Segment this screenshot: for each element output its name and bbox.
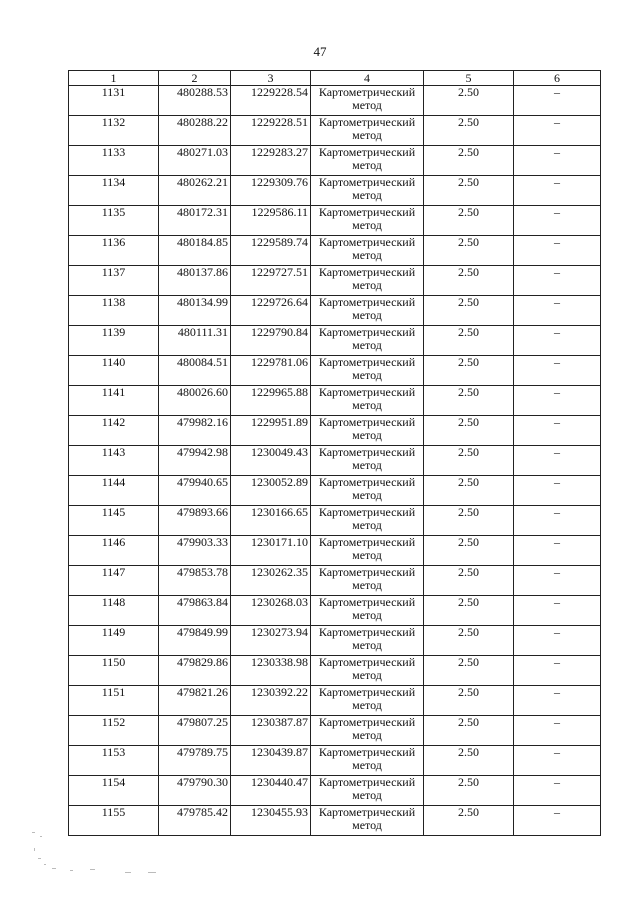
y-coordinate: 1229790.84	[231, 326, 311, 356]
method-cell	[311, 86, 424, 116]
accuracy: 2.50	[424, 776, 514, 806]
note-dash: –	[514, 296, 601, 326]
point-number: 1135	[69, 206, 159, 236]
x-coordinate: 480184.85	[159, 236, 231, 266]
x-coordinate: 480172.31	[159, 206, 231, 236]
method-cell	[311, 476, 424, 506]
method-cell	[311, 806, 424, 836]
column-header: 5	[424, 71, 514, 86]
method-cell	[311, 236, 424, 266]
method-cell	[311, 686, 424, 716]
point-number: 1146	[69, 536, 159, 566]
accuracy: 2.50	[424, 626, 514, 656]
note-dash: –	[514, 326, 601, 356]
method-cell	[311, 776, 424, 806]
note-dash: –	[514, 536, 601, 566]
table-row	[69, 236, 601, 266]
method-line-2: метод	[352, 548, 382, 562]
note-dash: –	[514, 446, 601, 476]
note-dash: –	[514, 776, 601, 806]
method-cell	[311, 386, 424, 416]
method-line-2: метод	[352, 338, 382, 352]
x-coordinate: 480271.03	[159, 146, 231, 176]
accuracy: 2.50	[424, 506, 514, 536]
table-row	[69, 476, 601, 506]
column-header: 3	[231, 71, 311, 86]
method-cell	[311, 206, 424, 236]
point-number: 1133	[69, 146, 159, 176]
method-line-2: метод	[352, 578, 382, 592]
accuracy: 2.50	[424, 386, 514, 416]
note-dash: –	[514, 806, 601, 836]
method-line-2: метод	[352, 698, 382, 712]
accuracy: 2.50	[424, 326, 514, 356]
table-row	[69, 716, 601, 746]
table-row	[69, 386, 601, 416]
table-row	[69, 596, 601, 626]
point-number: 1148	[69, 596, 159, 626]
accuracy: 2.50	[424, 656, 514, 686]
x-coordinate: 480084.51	[159, 356, 231, 386]
point-number: 1149	[69, 626, 159, 656]
table-row	[69, 446, 601, 476]
method-cell	[311, 536, 424, 566]
method-line-2: метод	[352, 758, 382, 772]
x-coordinate: 480111.31	[159, 326, 231, 356]
point-number: 1134	[69, 176, 159, 206]
method-line-1: Картометрический	[318, 355, 416, 369]
method-line-1: Картометрический	[318, 505, 416, 519]
method-line-1: Картометрический	[318, 565, 416, 579]
method-line-2: метод	[352, 728, 382, 742]
note-dash: –	[514, 176, 601, 206]
x-coordinate: 480288.22	[159, 116, 231, 146]
point-number: 1138	[69, 296, 159, 326]
method-line-2: метод	[352, 668, 382, 682]
method-line-2: метод	[352, 278, 382, 292]
method-line-1: Картометрический	[318, 205, 416, 219]
point-number: 1140	[69, 356, 159, 386]
method-cell	[311, 566, 424, 596]
x-coordinate: 479829.86	[159, 656, 231, 686]
y-coordinate: 1230387.87	[231, 716, 311, 746]
method-line-1: Картометрический	[318, 775, 416, 789]
y-coordinate: 1229586.11	[231, 206, 311, 236]
y-coordinate: 1229228.51	[231, 116, 311, 146]
method-cell	[311, 416, 424, 446]
y-coordinate: 1229589.74	[231, 236, 311, 266]
method-line-2: метод	[352, 818, 382, 832]
method-cell	[311, 746, 424, 776]
accuracy: 2.50	[424, 566, 514, 596]
method-line-2: метод	[352, 158, 382, 172]
note-dash: –	[514, 506, 601, 536]
table-row	[69, 206, 601, 236]
table-row	[69, 296, 601, 326]
point-number: 1152	[69, 716, 159, 746]
y-coordinate: 1230338.98	[231, 656, 311, 686]
method-cell	[311, 116, 424, 146]
method-line-1: Картометрический	[318, 415, 416, 429]
method-line-1: Картометрический	[318, 115, 416, 129]
method-line-1: Картометрический	[318, 265, 416, 279]
method-line-1: Картометрический	[318, 145, 416, 159]
note-dash: –	[514, 86, 601, 116]
y-coordinate: 1230392.22	[231, 686, 311, 716]
method-line-1: Картометрический	[318, 745, 416, 759]
page-number: 47	[313, 44, 327, 59]
scan-artifact	[30, 828, 170, 878]
accuracy: 2.50	[424, 716, 514, 746]
note-dash: –	[514, 476, 601, 506]
x-coordinate: 479863.84	[159, 596, 231, 626]
note-dash: –	[514, 566, 601, 596]
y-coordinate: 1229727.51	[231, 266, 311, 296]
method-line-2: метод	[352, 98, 382, 112]
y-coordinate: 1229965.88	[231, 386, 311, 416]
x-coordinate: 480288.53	[159, 86, 231, 116]
point-number: 1142	[69, 416, 159, 446]
accuracy: 2.50	[424, 86, 514, 116]
method-line-2: метод	[352, 188, 382, 202]
y-coordinate: 1229951.89	[231, 416, 311, 446]
method-line-1: Картометрический	[318, 175, 416, 189]
accuracy: 2.50	[424, 206, 514, 236]
x-coordinate: 479849.99	[159, 626, 231, 656]
point-number: 1151	[69, 686, 159, 716]
accuracy: 2.50	[424, 806, 514, 836]
y-coordinate: 1230262.35	[231, 566, 311, 596]
note-dash: –	[514, 746, 601, 776]
method-cell	[311, 626, 424, 656]
point-number: 1155	[69, 806, 159, 836]
accuracy: 2.50	[424, 116, 514, 146]
y-coordinate: 1229283.27	[231, 146, 311, 176]
method-cell	[311, 326, 424, 356]
column-header: 4	[311, 71, 424, 86]
accuracy: 2.50	[424, 686, 514, 716]
accuracy: 2.50	[424, 446, 514, 476]
note-dash: –	[514, 386, 601, 416]
method-line-1: Картометрический	[318, 715, 416, 729]
note-dash: –	[514, 656, 601, 686]
point-number: 1132	[69, 116, 159, 146]
method-line-2: метод	[352, 488, 382, 502]
accuracy: 2.50	[424, 146, 514, 176]
method-line-2: метод	[352, 128, 382, 142]
method-line-1: Картометрический	[318, 325, 416, 339]
method-line-2: метод	[352, 308, 382, 322]
point-number: 1136	[69, 236, 159, 266]
table-row	[69, 536, 601, 566]
x-coordinate: 479790.30	[159, 776, 231, 806]
x-coordinate: 479942.98	[159, 446, 231, 476]
note-dash: –	[514, 146, 601, 176]
y-coordinate: 1230166.65	[231, 506, 311, 536]
note-dash: –	[514, 116, 601, 146]
method-line-1: Картометрический	[318, 655, 416, 669]
method-cell	[311, 446, 424, 476]
method-cell	[311, 656, 424, 686]
method-line-1: Картометрический	[318, 445, 416, 459]
method-line-1: Картометрический	[318, 475, 416, 489]
accuracy: 2.50	[424, 596, 514, 626]
method-line-1: Картометрический	[318, 805, 416, 819]
table-row	[69, 626, 601, 656]
method-cell	[311, 146, 424, 176]
method-line-1: Картометрический	[318, 685, 416, 699]
table-row	[69, 746, 601, 776]
x-coordinate: 480262.21	[159, 176, 231, 206]
point-number: 1150	[69, 656, 159, 686]
note-dash: –	[514, 206, 601, 236]
x-coordinate: 479853.78	[159, 566, 231, 596]
method-line-2: метод	[352, 608, 382, 622]
method-cell	[311, 296, 424, 326]
method-line-2: метод	[352, 248, 382, 262]
accuracy: 2.50	[424, 356, 514, 386]
method-line-2: метод	[352, 458, 382, 472]
note-dash: –	[514, 686, 601, 716]
method-line-1: Картометрический	[318, 625, 416, 639]
point-number: 1141	[69, 386, 159, 416]
table-row	[69, 686, 601, 716]
note-dash: –	[514, 266, 601, 296]
accuracy: 2.50	[424, 416, 514, 446]
table-row	[69, 656, 601, 686]
method-line-1: Картометрический	[318, 295, 416, 309]
method-cell	[311, 176, 424, 206]
method-line-1: Картометрический	[318, 535, 416, 549]
table-row	[69, 356, 601, 386]
method-cell	[311, 506, 424, 536]
table-row	[69, 326, 601, 356]
method-line-2: метод	[352, 368, 382, 382]
column-header: 2	[159, 71, 231, 86]
y-coordinate: 1230268.03	[231, 596, 311, 626]
point-number: 1144	[69, 476, 159, 506]
table-row	[69, 776, 601, 806]
point-number: 1143	[69, 446, 159, 476]
point-number: 1131	[69, 86, 159, 116]
y-coordinate: 1229726.64	[231, 296, 311, 326]
method-line-2: метод	[352, 788, 382, 802]
accuracy: 2.50	[424, 296, 514, 326]
method-cell	[311, 716, 424, 746]
note-dash: –	[514, 356, 601, 386]
y-coordinate: 1230273.94	[231, 626, 311, 656]
table-row	[69, 116, 601, 146]
point-number: 1153	[69, 746, 159, 776]
y-coordinate: 1230439.87	[231, 746, 311, 776]
y-coordinate: 1230049.43	[231, 446, 311, 476]
x-coordinate: 479893.66	[159, 506, 231, 536]
method-line-2: метод	[352, 428, 382, 442]
y-coordinate: 1230455.93	[231, 806, 311, 836]
method-cell	[311, 356, 424, 386]
note-dash: –	[514, 626, 601, 656]
x-coordinate: 480137.86	[159, 266, 231, 296]
coordinates-table	[68, 70, 601, 836]
accuracy: 2.50	[424, 536, 514, 566]
method-cell	[311, 266, 424, 296]
table-row	[69, 416, 601, 446]
table-header-row	[69, 71, 601, 86]
x-coordinate: 479807.25	[159, 716, 231, 746]
point-number: 1139	[69, 326, 159, 356]
x-coordinate: 480134.99	[159, 296, 231, 326]
accuracy: 2.50	[424, 746, 514, 776]
y-coordinate: 1230440.47	[231, 776, 311, 806]
method-line-2: метод	[352, 398, 382, 412]
table-row	[69, 176, 601, 206]
note-dash: –	[514, 236, 601, 266]
point-number: 1137	[69, 266, 159, 296]
method-line-1: Картометрический	[318, 595, 416, 609]
point-number: 1147	[69, 566, 159, 596]
method-line-1: Картометрический	[318, 235, 416, 249]
x-coordinate: 479982.16	[159, 416, 231, 446]
table-row	[69, 146, 601, 176]
x-coordinate: 479789.75	[159, 746, 231, 776]
accuracy: 2.50	[424, 476, 514, 506]
note-dash: –	[514, 416, 601, 446]
method-line-1: Картометрический	[318, 385, 416, 399]
x-coordinate: 480026.60	[159, 386, 231, 416]
x-coordinate: 479821.26	[159, 686, 231, 716]
y-coordinate: 1229228.54	[231, 86, 311, 116]
y-coordinate: 1229781.06	[231, 356, 311, 386]
column-header: 1	[69, 71, 159, 86]
table-row	[69, 506, 601, 536]
table-row	[69, 86, 601, 116]
x-coordinate: 479785.42	[159, 806, 231, 836]
method-line-2: метод	[352, 518, 382, 532]
y-coordinate: 1230171.10	[231, 536, 311, 566]
table-row	[69, 566, 601, 596]
y-coordinate: 1229309.76	[231, 176, 311, 206]
table-row	[69, 266, 601, 296]
column-header: 6	[514, 71, 601, 86]
method-line-2: метод	[352, 638, 382, 652]
y-coordinate: 1230052.89	[231, 476, 311, 506]
accuracy: 2.50	[424, 176, 514, 206]
note-dash: –	[514, 596, 601, 626]
x-coordinate: 479940.65	[159, 476, 231, 506]
x-coordinate: 479903.33	[159, 536, 231, 566]
note-dash: –	[514, 716, 601, 746]
point-number: 1145	[69, 506, 159, 536]
method-line-2: метод	[352, 218, 382, 232]
method-cell	[311, 596, 424, 626]
point-number: 1154	[69, 776, 159, 806]
accuracy: 2.50	[424, 266, 514, 296]
method-line-1: Картометрический	[318, 85, 416, 99]
accuracy: 2.50	[424, 236, 514, 266]
